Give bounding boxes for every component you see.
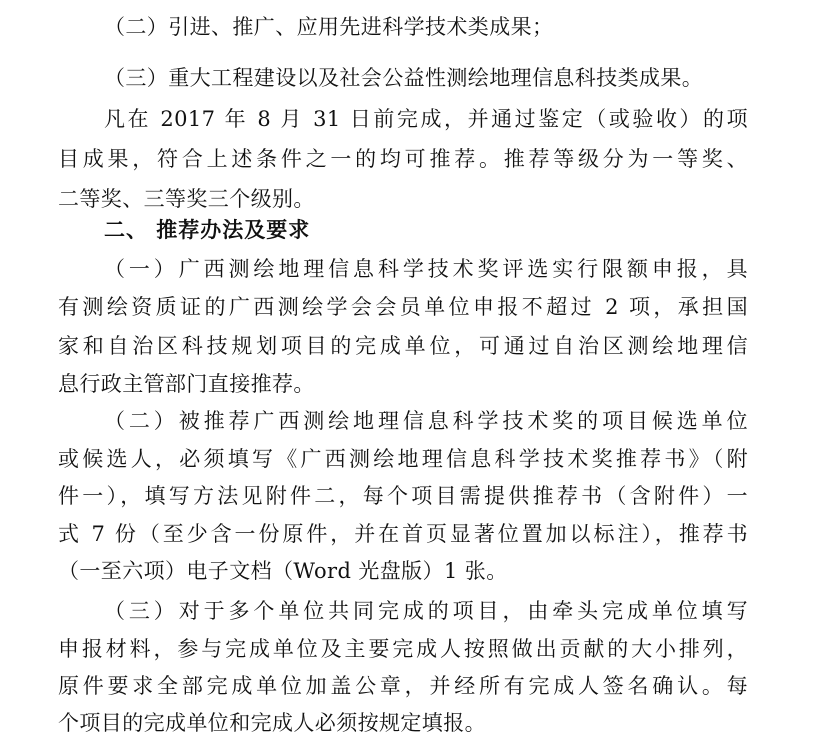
text-line-17: 申报材料，参与完成单位及主要完成人按照做出贡献的大小排列， bbox=[58, 637, 748, 661]
text-line-12: 或候选人，必须填写《广西测绘地理信息科学技术奖推荐书》（附 bbox=[58, 447, 748, 471]
text-line-5: 二等奖、三等奖三个级别。 bbox=[58, 187, 315, 211]
text-line-9: 家和自治区科技规划项目的完成单位，可通过自治区测绘地理信 bbox=[58, 334, 748, 358]
text-line-8: 有测绘资质证的广西测绘学会会员单位申报不超过 2 项，承担国 bbox=[58, 295, 748, 319]
text-line-18: 原件要求全部完成单位加盖公章，并经所有完成人签名确认。每 bbox=[58, 674, 748, 698]
text-line-13: 件一），填写方法见附件二，每个项目需提供推荐书（含附件）一 bbox=[58, 484, 748, 508]
text-line-19: 个项目的完成单位和完成人必须按规定填报。 bbox=[58, 711, 486, 735]
section-heading: 二、 推荐办法及要求 bbox=[104, 218, 311, 242]
text-line-15: （一至六项）电子文档（Word 光盘版）1 张。 bbox=[58, 559, 508, 583]
text-line-7: （一）广西测绘地理信息科学技术奖评选实行限额申报，具 bbox=[104, 257, 748, 281]
text-line-11: （二）被推荐广西测绘地理信息科学技术奖的项目候选单位 bbox=[104, 409, 748, 433]
text-line-16: （三）对于多个单位共同完成的项目，由牵头完成单位填写 bbox=[104, 599, 748, 623]
text-line-3: 凡在 2017 年 8 月 31 日前完成，并通过鉴定（或验收）的项 bbox=[104, 107, 748, 131]
text-line-1: （二）引进、推广、应用先进科学技术类成果； bbox=[104, 15, 554, 39]
text-line-14: 式 7 份（至少含一份原件，并在首页显著位置加以标注），推荐书 bbox=[58, 522, 748, 546]
text-line-4: 目成果，符合上述条件之一的均可推荐。推荐等级分为一等奖、 bbox=[58, 147, 748, 171]
text-line-2: （三）重大工程建设以及社会公益性测绘地理信息科技类成果。 bbox=[104, 66, 704, 90]
text-line-10: 息行政主管部门直接推荐。 bbox=[58, 372, 315, 396]
